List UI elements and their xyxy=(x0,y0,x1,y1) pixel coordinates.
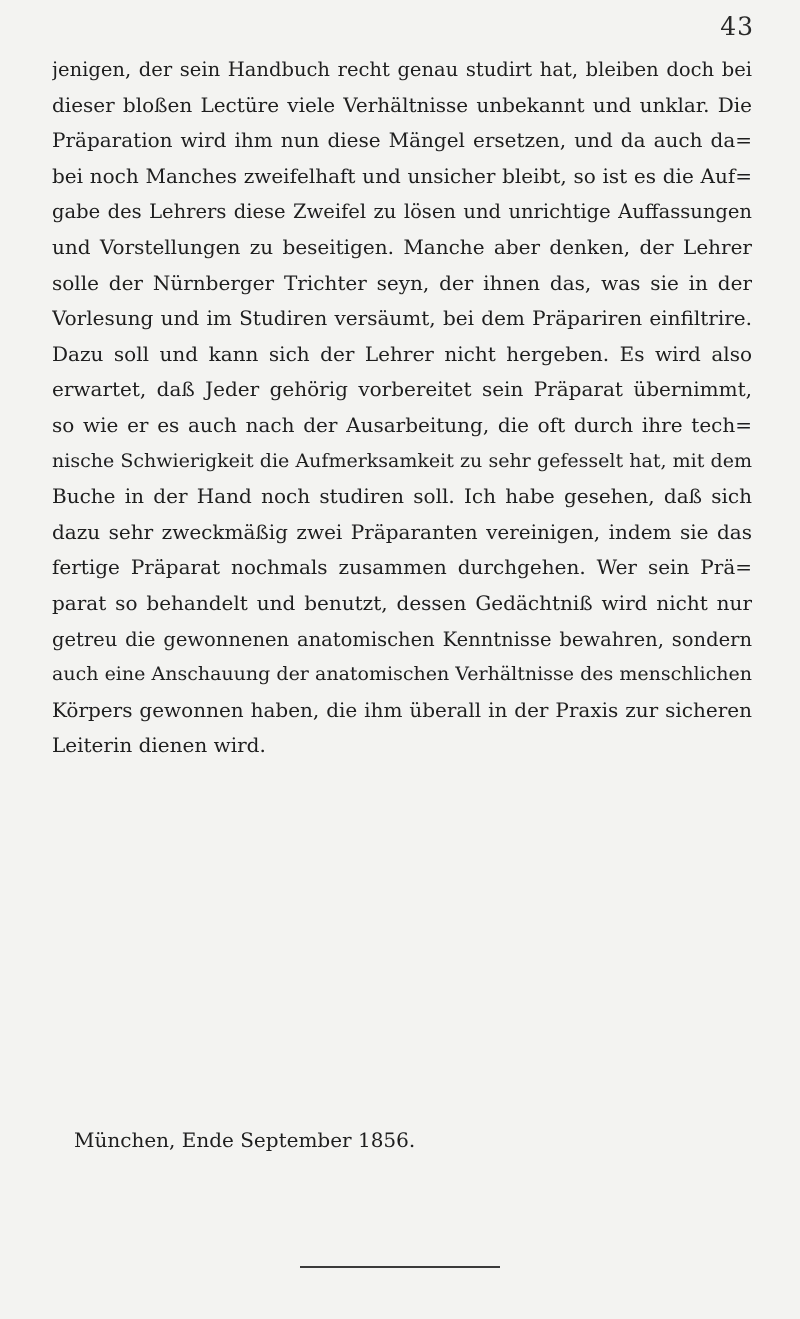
text-line: bei noch Manches zweifelhaft und unsicher bleibt, so ist es die Auf= xyxy=(52,163,752,188)
text-line: erwartet, daß Jeder gehörig vorbereitet sein Präparat übernimmt, xyxy=(52,377,752,402)
page-number: 43 xyxy=(720,12,754,41)
text-line: solle der Nürnberger Trichter seyn, der ihnen das, was sie in der xyxy=(52,270,752,295)
text-line: parat so behandelt und benutzt, dessen Gedächtniß wird nicht nur xyxy=(52,590,752,615)
text-line-last: Leiterin dienen wird. xyxy=(52,733,266,758)
text-line: auch eine Anschauung der anatomischen Verhältnisse des menschlichen xyxy=(52,663,752,686)
text-line: Körpers gewonnen haben, die ihm überall in der Praxis zur sicheren xyxy=(52,697,752,722)
text-line: jenigen, der sein Handbuch recht genau studirt hat, bleiben doch bei xyxy=(52,58,752,81)
end-rule xyxy=(300,1266,500,1268)
text-line: gabe des Lehrers diese Zweifel zu lösen und unrichtige Auffassungen xyxy=(52,200,752,224)
text-line: Dazu soll und kann sich der Lehrer nicht hergeben. Es wird also xyxy=(52,341,752,366)
text-line: getreu die gewonnenen anatomischen Kenntnisse bewahren, sondern xyxy=(52,627,752,651)
text-line: Vorlesung und im Studiren versäumt, bei dem Präpariren einfiltrire. xyxy=(52,306,752,331)
text-line: nische Schwierigkeit die Aufmerksamkeit zu sehr gefesselt hat, mit dem xyxy=(52,449,752,472)
place-date-signature: München, Ende September 1856. xyxy=(74,1128,416,1152)
text-line: dieser bloßen Lectüre viele Verhältnisse unbekannt und unklar. Die xyxy=(52,92,752,117)
text-line: Präparation wird ihm nun diese Mängel ersetzen, und da auch da= xyxy=(52,128,752,153)
text-line: so wie er es auch nach der Ausarbeitung, die oft durch ihre tech= xyxy=(52,412,752,437)
text-line: fertige Präparat nochmals zusammen durchgehen. Wer sein Prä= xyxy=(52,555,752,580)
text-line: dazu sehr zweckmäßig zwei Präparanten vereinigen, indem sie das xyxy=(52,519,752,544)
body-paragraph xyxy=(52,52,752,764)
text-line: Buche in der Hand noch studiren soll. Ich habe gesehen, daß sich xyxy=(52,484,752,509)
text-line: und Vorstellungen zu beseitigen. Manche aber denken, der Lehrer xyxy=(52,234,752,259)
